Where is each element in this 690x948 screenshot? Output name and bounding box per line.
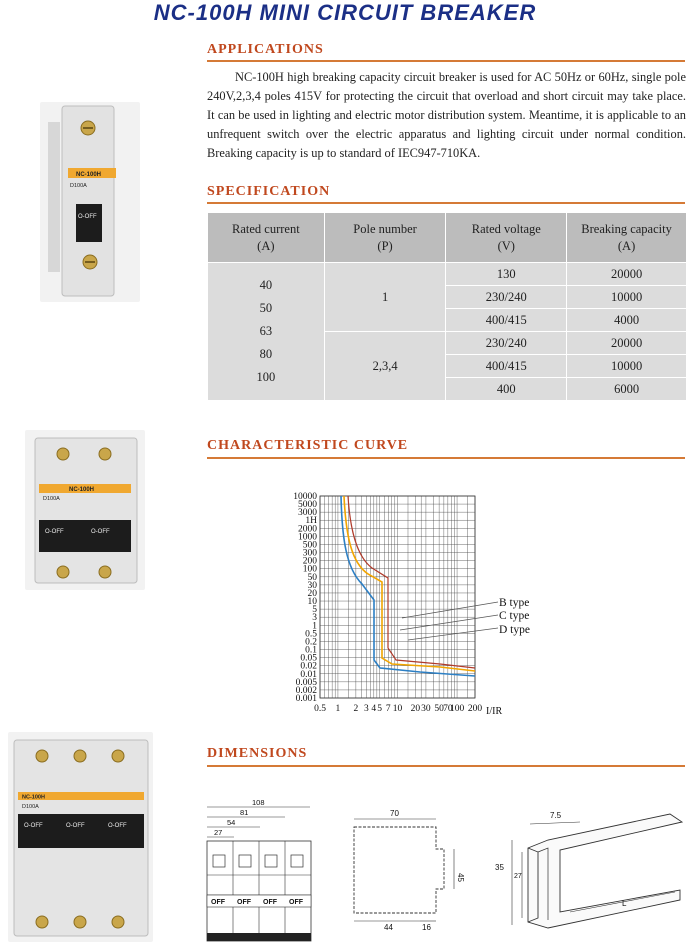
rail-dim-27: 27: [514, 873, 522, 880]
curve-y-tick: 1H: [305, 516, 317, 527]
rail-dim-l: L: [622, 899, 627, 908]
side-dim-44: 44: [384, 923, 393, 932]
rail-dim-7-5: 7.5: [550, 811, 562, 820]
header-pole-number: Pole number (P): [324, 213, 446, 263]
curve-x-tick: 10: [392, 704, 403, 714]
specification-rule: [207, 202, 685, 204]
applications-text: NC-100H high breaking capacity circuit breaker is used for AC 50Hz or 60Hz, single pole 240V,2,3,4 poles 415V for protecting the circuit that overload and short circuit may take place. It can be used in lighting and electric motor distribution system. Meantime, it is applicable to an unfrequent switch over the electric apparatus and lighting circuit under normal condition. Breaking capacity is up to standard of IEC947-710KA.: [207, 70, 686, 160]
curve-y-tick: 3: [312, 613, 317, 624]
page-title: NC-100H MINI CIRCUIT BREAKER: [153, 0, 537, 25]
specification-heading: SPECIFICATION: [207, 184, 331, 199]
curve-y-tick: 1: [312, 621, 317, 632]
curve-x-tick: 20: [410, 704, 421, 714]
rail-dim-35: 35: [495, 863, 504, 872]
curve-heading: CHARACTERISTIC CURVE: [207, 438, 409, 453]
curve-y-tick: 50: [307, 572, 317, 583]
curve-y-tick: 0.5: [305, 629, 317, 640]
curve-y-tick: 0.001: [295, 694, 317, 704]
header-rated-voltage: Rated voltage (V): [446, 213, 567, 263]
curve-x-ticks: [314, 704, 482, 714]
curve-y-tick: 100: [302, 564, 317, 575]
curve-y-tick: 10: [307, 597, 317, 608]
photo3-switch-1: O-OFF: [24, 823, 43, 829]
side-dimension-drawing: [340, 805, 470, 935]
curve-x-tick: 7: [385, 704, 391, 714]
voltage-cell: 230/240: [446, 286, 567, 309]
pole-cell-1: 1: [324, 263, 446, 332]
curve-x-tick: 3: [363, 704, 369, 714]
applications-heading: APPLICATIONS: [207, 42, 324, 57]
curve-y-tick: 0.002: [295, 685, 317, 696]
curve-rule: [207, 457, 685, 459]
front-off-3: OFF: [263, 899, 277, 906]
curve-x-tick: 0.5: [314, 704, 326, 714]
legend-b-type: B type: [499, 597, 530, 609]
front-dim-81: 81: [240, 808, 249, 817]
curve-y-tick: 0.02: [300, 661, 317, 672]
front-dim-27: 27: [214, 828, 223, 837]
front-off-4: OFF: [289, 899, 303, 906]
photo2-brand: NC-100H: [69, 487, 95, 493]
curve-y-tick: 500: [302, 540, 317, 551]
photo2-rating: D100A: [43, 496, 60, 502]
characteristic-curve-chart: [270, 488, 550, 723]
curve-y-tick: 0.01: [300, 669, 317, 680]
side-dim-70: 70: [390, 809, 399, 818]
photo3-switch-3: O-OFF: [108, 823, 127, 829]
current-cell: 40 50 63 80 100: [208, 263, 325, 401]
curve-x-label: I/IR: [486, 706, 503, 717]
curve-y-tick: 30: [307, 580, 317, 591]
pole-cell-234: 2,3,4: [324, 332, 446, 401]
photo2-switch-2: O-OFF: [91, 529, 110, 535]
curve-x-tick: 200: [467, 704, 483, 714]
curve-y-tick: 0.2: [305, 637, 317, 648]
curve-y-tick: 3000: [298, 508, 317, 519]
voltage-cell: 400: [446, 378, 567, 401]
curve-y-tick: 0.005: [295, 677, 317, 688]
photo2-switch-1: O-OFF: [45, 529, 64, 535]
curve-y-tick: 1000: [298, 532, 317, 543]
applications-rule: [207, 60, 685, 62]
curve-x-tick: 30: [421, 704, 431, 714]
legend-c-type: C type: [499, 610, 530, 622]
curve-y-tick: 2000: [298, 524, 317, 535]
curve-x-tick: 2: [353, 704, 359, 714]
capacity-cell: 10000: [567, 355, 687, 378]
header-rated-current: Rated current (A): [208, 213, 325, 263]
specification-table: [207, 212, 687, 401]
curve-y-tick: 300: [302, 548, 317, 559]
curve-x-tick: 100: [449, 704, 465, 714]
curve-y-tick: 5: [312, 605, 317, 616]
capacity-cell: 4000: [567, 309, 687, 332]
front-dim-108: 108: [252, 798, 265, 807]
voltage-cell: 400/415: [446, 309, 567, 332]
photo1-rating: D100A: [70, 183, 87, 189]
breaker-photo-3-pole: [8, 732, 153, 942]
curve-x-tick: 1: [335, 704, 341, 714]
photo3-switch-2: O-OFF: [66, 823, 85, 829]
front-dim-54: 54: [227, 818, 236, 827]
curve-x-tick: 5: [377, 704, 382, 714]
voltage-cell: 130: [446, 263, 567, 286]
capacity-cell: 20000: [567, 263, 687, 286]
legend-d-type: D type: [499, 624, 530, 636]
photo3-brand: NC-100H: [22, 794, 45, 801]
curve-y-tick: 10000: [293, 492, 317, 502]
photo1-brand: NC-100H: [76, 172, 102, 178]
breaker-photo-2-pole: [25, 430, 145, 590]
curve-x-tick: 50: [434, 704, 444, 714]
header-breaking-capacity: Breaking capacity (A): [567, 213, 687, 263]
curve-y-tick: 0.05: [300, 653, 317, 664]
curve-y-ticks: [293, 492, 317, 704]
rail-dimension-drawing: [490, 800, 685, 940]
photo1-switch: O-OFF: [78, 214, 97, 220]
front-off-1: OFF: [211, 899, 225, 906]
front-dimension-drawing: [200, 795, 320, 945]
curve-y-tick: 0.1: [305, 645, 317, 656]
side-dim-16: 16: [422, 923, 431, 932]
capacity-cell: 6000: [567, 378, 687, 401]
curve-y-tick: 200: [302, 556, 317, 567]
voltage-cell: 230/240: [446, 332, 567, 355]
capacity-cell: 20000: [567, 332, 687, 355]
voltage-cell: 400/415: [446, 355, 567, 378]
dimensions-rule: [207, 765, 685, 767]
curve-x-tick: 70: [443, 704, 453, 714]
breaker-photo-1-pole: [40, 102, 140, 302]
photo3-rating: D100A: [22, 804, 39, 810]
capacity-cell: 10000: [567, 286, 687, 309]
curve-y-tick: 5000: [298, 500, 317, 511]
dimensions-heading: DIMENSIONS: [207, 746, 308, 761]
curve-x-tick: 4: [371, 704, 377, 714]
front-off-2: OFF: [237, 899, 251, 906]
curve-y-tick: 20: [307, 588, 317, 599]
side-dim-45: 45: [456, 873, 465, 882]
